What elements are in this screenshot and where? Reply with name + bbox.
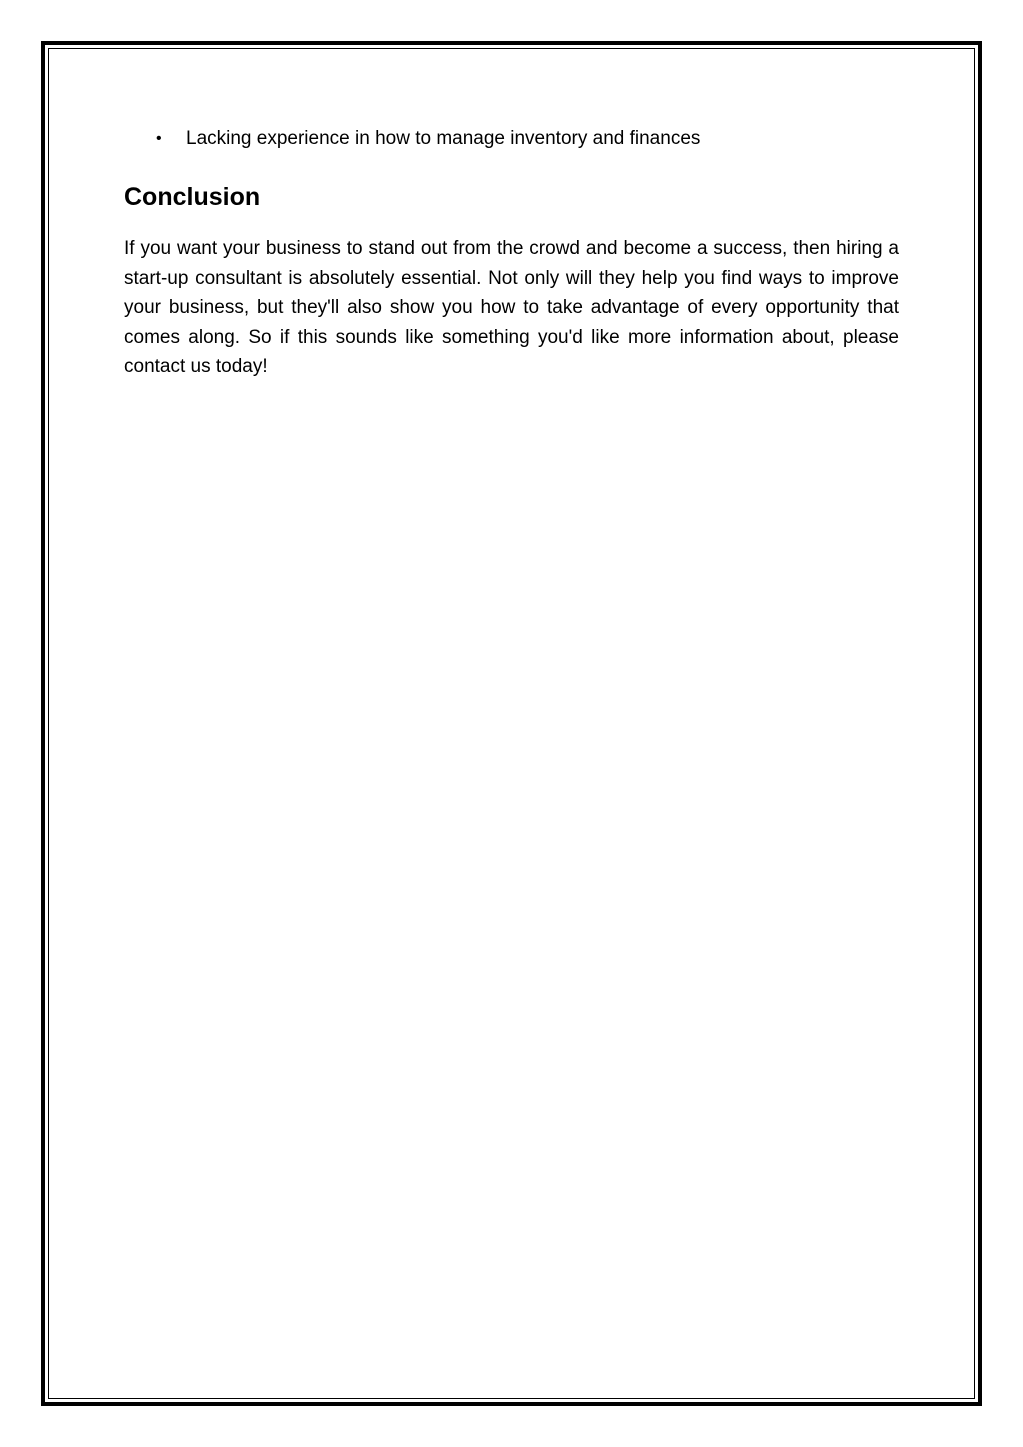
bullet-icon: • <box>156 130 162 147</box>
list-item <box>124 124 899 154</box>
page-content <box>124 124 899 382</box>
section-heading: Conclusion <box>124 183 261 211</box>
list-item-text: Lacking experience in how to manage inventory and finances <box>186 128 701 149</box>
conclusion-paragraph: If you want your business to stand out from the crowd and become a success, then hiring a start-up consultant is absolutely essential. Not only will they help you find ways to improve your business, but they'll also show you how to take advantage of every opportunity that comes along. So if this sounds like something you'd like more information about, please contact us today! <box>124 238 899 377</box>
bullet-list <box>124 124 899 154</box>
